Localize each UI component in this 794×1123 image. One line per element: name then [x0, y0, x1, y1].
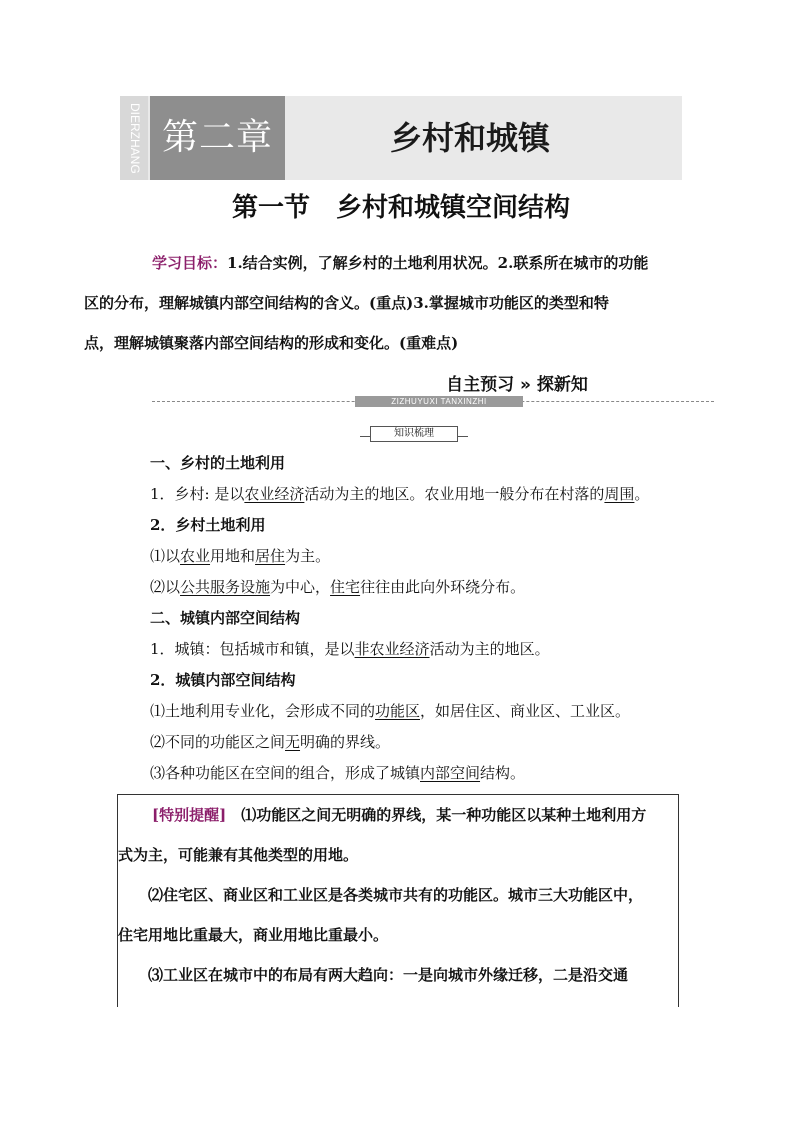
text: 为中心， [270, 578, 331, 596]
note-line-2: 式为主，可能兼有其他类型的用地。 [118, 846, 359, 864]
knowledge-tag: 知识梳理 [370, 426, 458, 442]
preview-subtitle: ZIZHUYUXI TANXINZHI [355, 396, 523, 407]
heading-urban: 二、城镇内部空间结构 [150, 609, 301, 627]
special-reminder-box [117, 794, 679, 1007]
underlined-term: 农业 [180, 547, 211, 565]
section-title: 第一节 乡村和城镇空间结构 [231, 193, 570, 223]
text: ⑴土地利用专业化，会形成不同的 [150, 702, 376, 720]
text: ⑵以 [150, 578, 181, 596]
heading-rural: 一、乡村的土地利用 [150, 454, 286, 472]
underlined-term: 住宅 [330, 578, 361, 596]
paragraph-rural-1 [150, 541, 690, 572]
goals-text-3: 点，理解城镇聚落内部空间结构的形成和变化。(重难点) [84, 334, 459, 352]
preview-banner [152, 372, 714, 406]
paragraph-urban-2 [150, 727, 690, 758]
text: 往往由此向外环绕分布。 [360, 578, 526, 596]
underlined-term: 居住 [255, 547, 286, 565]
chapter-label: 第二章 [150, 96, 285, 180]
arrow-icon: » [520, 375, 531, 395]
chapter-title: 乡村和城镇 [389, 119, 550, 157]
note-line-4: 住宅用地比重最大，商业用地比重最小。 [118, 926, 389, 944]
underlined-term: 无 [285, 733, 301, 751]
text: 用地和 [210, 547, 256, 565]
text: 。 [634, 485, 650, 503]
text: 1．乡村: 是以 [150, 485, 245, 503]
goals-label: 学习目标： [152, 254, 228, 272]
text: ⑵不同的功能区之间 [150, 733, 286, 751]
note-line-5: ⑶工业区在城市中的布局有两大趋向：一是向城市外缘迁移，二是沿交通 [118, 966, 629, 984]
preview-title-a: 自主预习 [446, 375, 515, 395]
heading-rural-land: 2．乡村土地利用 [150, 516, 266, 534]
heading-urban-structure: 2．城镇内部空间结构 [150, 671, 296, 689]
chapter-side-strip [120, 96, 148, 180]
paragraph-urban-def [150, 634, 690, 665]
underlined-term: 农业经济 [244, 485, 305, 503]
text: ⑴以 [150, 547, 181, 565]
note-label: [特别提醒] [152, 806, 227, 824]
underlined-term: 公共服务设施 [180, 578, 271, 596]
knowledge-content [150, 448, 690, 789]
preview-title-b: 探新知 [536, 375, 588, 395]
learning-goals [84, 243, 686, 363]
preview-title [357, 372, 677, 398]
note-line-3: ⑵住宅区、商业区和工业区是各类城市共有的功能区。城市三大功能区中， [118, 886, 644, 904]
text: ，如居住区、商业区、工业区。 [420, 702, 631, 720]
text: 为主。 [285, 547, 331, 565]
chapter-pinyin: DIERZHANG [128, 102, 142, 174]
underlined-term: 非农业经济 [354, 640, 430, 658]
note-text: ⑴功能区之间无明确的界线，某一种功能区以某种土地利用方 [226, 806, 647, 824]
text: 活动为主的地区。 [429, 640, 550, 658]
paragraph-rural-2 [150, 572, 690, 603]
text: 1．城镇：包括城市和镇，是以 [150, 640, 355, 658]
paragraph-rural-def [150, 479, 690, 510]
paragraph-urban-1 [150, 696, 690, 727]
text: 结构。 [480, 764, 526, 782]
text: ⑶各种功能区在空间的组合，形成了城镇 [150, 764, 421, 782]
goals-text-2: 区的分布，理解城镇内部空间结构的含义。(重点)3.掌握城市功能区的类型和特 [84, 294, 609, 312]
underlined-term: 内部空间 [420, 764, 481, 782]
goals-text-1: 1.结合实例，了解乡村的土地利用状况。2.联系所在城市的功能 [227, 254, 649, 272]
underlined-term: 功能区 [375, 702, 421, 720]
text: 明确的界线。 [300, 733, 391, 751]
paragraph-urban-3 [150, 758, 690, 789]
note-line-1 [118, 795, 712, 835]
underlined-term: 周围 [604, 485, 635, 503]
text: 活动为主的地区。农业用地一般分布在村落的 [304, 485, 605, 503]
